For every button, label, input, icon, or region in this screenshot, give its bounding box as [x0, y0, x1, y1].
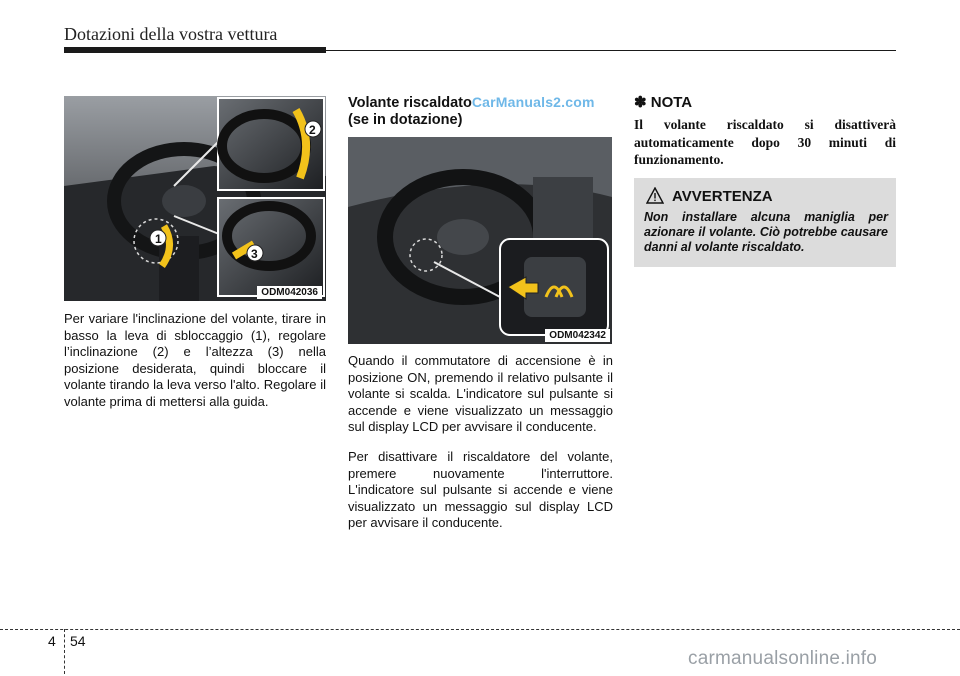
heading-line1: Volante riscaldato	[348, 95, 472, 111]
heated-wheel-illustration	[348, 137, 612, 344]
site-watermark: carmanualsonline.info	[688, 648, 878, 669]
nota-text: Il volante riscaldato si disattiverà automaticamente dopo 30 minuti di funzionamento.	[634, 117, 896, 167]
callout-3-label: 3	[251, 247, 258, 261]
footer-rule	[0, 629, 960, 630]
warning-text: Non installare alcuna maniglia per azionare il volante. Ciò potrebbe causare danni al volante riscaldato.	[644, 210, 888, 254]
warning-triangle-icon	[646, 187, 664, 204]
warning-title: AVVERTENZA	[672, 188, 773, 205]
nota-symbol: ✽	[634, 94, 647, 111]
chapter-number: 4	[48, 633, 56, 649]
nota-title: NOTA	[650, 94, 693, 111]
nota-heading	[634, 93, 692, 111]
steering-adjust-paragraph: Per variare l'inclinazione del volante, tirare in basso la leva di sbloccaggio (1), regolare l’inclinazione (2) e l’altezza (3) nella posizione desiderata, quindi bloccare il volante tirando la leva verso l'alto. Regolare il volante prima di mettersi alla guida.	[64, 311, 326, 409]
warning-box	[634, 178, 896, 267]
heated-wheel-heading	[348, 94, 614, 129]
heated-wheel-paragraph-2: Per disattivare il riscaldatore del volante, premere nuovamente l'interruttore. L'indicatore sul pulsante si accende e viene visualizzato un messaggio sul display LCD per avvisare il conducente.	[348, 449, 613, 531]
header-rule	[326, 50, 896, 51]
callout-2-label: 2	[309, 123, 316, 137]
heated-wheel-paragraph-1: Quando il commutatore di accensione è in posizione ON, premendo il relativo pulsante il volante si scalda. L'indicatore sul pulsante si accende e viene visualizzato un messaggio sul display LCD per avvisare il conducente.	[348, 353, 613, 435]
callout-1-label: 1	[155, 232, 162, 246]
steering-adjust-illustration	[64, 96, 326, 301]
heading-line2: (se in dotazione)	[348, 112, 463, 128]
heated-wheel-figure	[348, 137, 612, 344]
page-header-title: Dotazioni della vostra vettura	[64, 24, 278, 44]
footer-divider	[64, 629, 65, 674]
steering-adjust-figure	[64, 96, 326, 301]
figure-code: ODM042036	[257, 286, 322, 299]
header-bar	[64, 47, 326, 53]
figure-code: ODM042342	[545, 329, 610, 342]
page-number: 54	[70, 633, 86, 649]
watermark-text: CarManuals2.com	[471, 94, 595, 110]
